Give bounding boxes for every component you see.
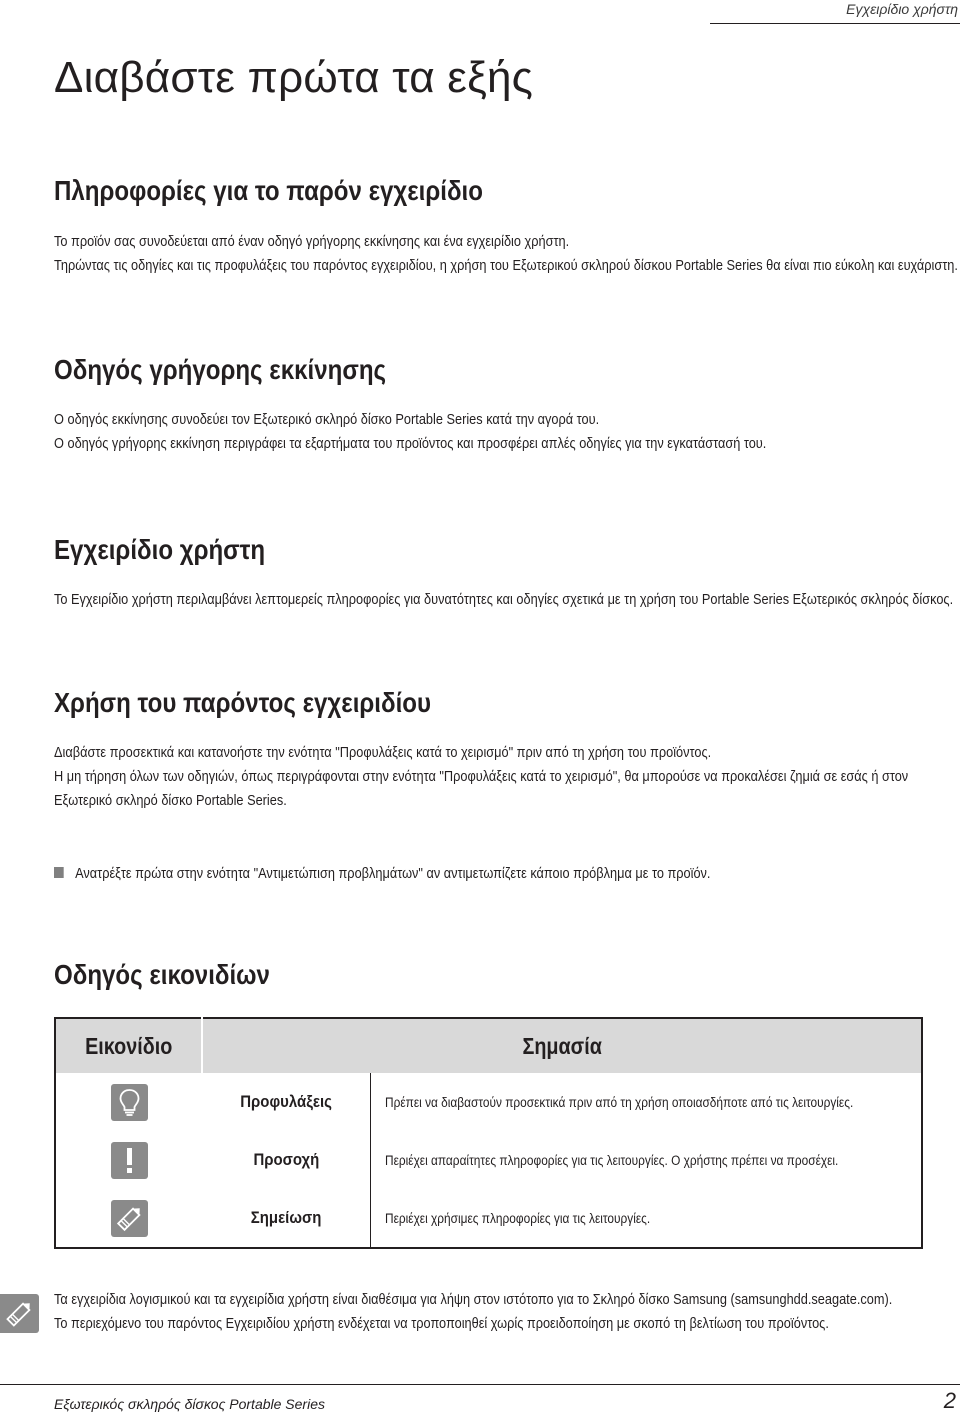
- section-heading-quick-start: Οδηγός γρήγορης εκκίνησης: [54, 354, 387, 385]
- section-body-using-manual: [54, 741, 908, 813]
- paragraph-line: Το Εγχειρίδιο χρήστη περιλαμβάνει λεπτομερείς πληροφορίες για δυνατότητες και οδηγίες σχετικά με τη χρήση του Portable Series Εξωτερικός σκληρός δίσκος.: [54, 592, 954, 608]
- column-header-icon: Εικονίδιο: [55, 1018, 202, 1073]
- section-heading-icon-guide: Οδηγός εικονιδίων: [54, 959, 270, 990]
- paragraph-line: Τηρώντας τις οδηγίες και τις προφυλάξεις του παρόντος εγχειριδίου, η χρήση του Εξωτερικού σκληρού δίσκου Portable Series θα είναι πιο εύκολη και ευχάριστη.: [54, 258, 958, 274]
- exclamation-icon: [111, 1142, 148, 1179]
- column-header-meaning: Σημασία: [202, 1018, 922, 1073]
- bullet-note: [54, 862, 710, 886]
- section-heading-user-manual: Εγχειρίδιο χρήστη: [54, 534, 266, 565]
- icon-guide-table: [54, 1017, 923, 1249]
- icon-description: Περιέχει απαραίτητες πληροφορίες για τις λειτουργίες. Ο χρήστης πρέπει να προσέχει.: [385, 1152, 839, 1168]
- icon-name: Σημείωση: [250, 1208, 322, 1227]
- pencil-icon: [111, 1200, 148, 1237]
- footer-rule: [0, 1384, 960, 1385]
- table-row: [55, 1189, 922, 1248]
- table-header-row: [55, 1018, 922, 1073]
- icon-description: Περιέχει χρήσιμες πληροφορίες για τις λειτουργίες.: [385, 1210, 651, 1226]
- lightbulb-icon: [111, 1084, 148, 1121]
- paragraph-line: Διαβάστε προσεκτικά και κατανοήστε την ενότητα "Προφυλάξεις κατά το χειρισμό" πριν από τη χρήση του προϊόντος.: [54, 745, 712, 761]
- paragraph-line: Τα εγχειρίδια λογισμικού και τα εγχειρίδια χρήστη είναι διαθέσιμα για λήψη στον ιστότοπο για το Σκληρό δίσκο Samsung (samsunghdd.seagate.com).: [54, 1292, 893, 1308]
- paragraph-line: Ο οδηγός εκκίνησης συνοδεύει τον Εξωτερικό σκληρό δίσκο Portable Series κατά την αγορά του.: [54, 412, 600, 428]
- page-title: Διαβάστε πρώτα τα εξής: [54, 53, 534, 102]
- section-body-user-manual: [54, 588, 953, 612]
- bullet-text: Ανατρέξτε πρώτα στην ενότητα "Αντιμετώπιση προβλημάτων" αν αντιμετωπίζετε κάποιο πρόβλημα με το προϊόν.: [75, 866, 711, 882]
- icon-description: Πρέπει να διαβαστούν προσεκτικά πριν από τη χρήση οποιασδήποτε από τις λειτουργίες.: [385, 1094, 854, 1110]
- table-row: [55, 1131, 922, 1189]
- icon-name: Προφυλάξεις: [240, 1092, 332, 1111]
- table-row: [55, 1073, 922, 1131]
- running-header-title: Εγχειρίδιο χρήστη: [846, 1, 958, 17]
- paragraph-line: Το περιεχόμενο του παρόντος Εγχειριδίου χρήστη ενδέχεται να τροποποιηθεί χωρίς προειδοποίηση με σκοπό τη βελτίωση του προϊόντος.: [54, 1316, 829, 1332]
- section-body-quick-start: [54, 408, 766, 456]
- section-heading-using-manual: Χρήση του παρόντος εγχειριδίου: [54, 687, 432, 718]
- header-rule: [710, 23, 960, 24]
- square-bullet-icon: [54, 867, 64, 878]
- footer-product-name: Εξωτερικός σκληρός δίσκος Portable Series: [54, 1396, 325, 1412]
- page-number: 2: [943, 1388, 956, 1413]
- section-heading-about: Πληροφορίες για το παρόν εγχειρίδιο: [54, 175, 483, 206]
- paragraph-line: Η μη τήρηση όλων των οδηγιών, όπως περιγράφονται στην ενότητα "Προφυλάξεις κατά το χειρισμό", θα μπορούσε να προκαλέσει ζημιά σε εσάς ή στον: [54, 769, 909, 785]
- paragraph-line: Εξωτερικό σκληρό δίσκο Portable Series.: [54, 793, 287, 809]
- note-text: [54, 1288, 892, 1336]
- paragraph-line: Το προϊόν σας συνοδεύεται από έναν οδηγό γρήγορης εκκίνησης και ένα εγχειρίδιο χρήστη.: [54, 234, 570, 250]
- running-header: [710, 0, 960, 30]
- paragraph-line: Ο οδηγός γρήγορης εκκίνηση περιγράφει τα εξαρτήματα του προϊόντος και προσφέρει απλές οδηγίες για την εγκατάστασή του.: [54, 436, 767, 452]
- pencil-icon: [0, 1294, 39, 1333]
- section-body-about: [54, 230, 958, 278]
- icon-name: Προσοχή: [253, 1150, 319, 1169]
